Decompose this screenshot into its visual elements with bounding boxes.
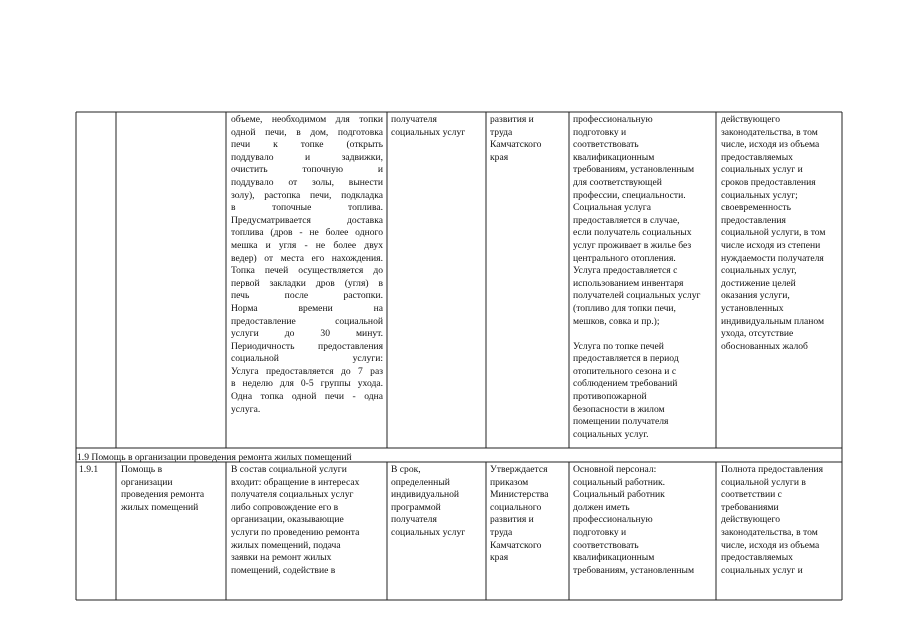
cell-text-line: мешков, совка и пр.); — [573, 315, 660, 327]
cell-text-line: установленных — [721, 302, 784, 314]
cell-text-line: ведер) от места его нахождения. — [231, 252, 383, 264]
cell-text-line: программой — [391, 501, 441, 513]
cell-text-line: отопительного сезона и с — [573, 365, 677, 377]
cell-text-line: проведения ремонта — [121, 489, 205, 501]
cell-text-line: приказом — [490, 476, 529, 488]
cell-text-line: мешка и угля - не более двух — [231, 239, 383, 251]
cell-text-line: предоставление социальной — [231, 315, 383, 327]
cell-text-line: должен иметь — [573, 501, 630, 513]
cell-text-line: требованиям, установленным — [573, 564, 695, 576]
quality-indicators-lines — [721, 114, 839, 353]
cell-text-line: безопасности в жилом — [573, 403, 665, 415]
cell-text-line: получателя — [391, 514, 437, 526]
cell-text-line: квалификационным — [573, 151, 655, 163]
cell-text-line: определенный — [391, 476, 450, 488]
quality-indicators-cell — [721, 114, 839, 353]
service-name-cell — [121, 464, 223, 514]
service-term-cell — [391, 114, 483, 139]
cell-text-line: соответствовать — [573, 539, 639, 551]
conditions-lines — [573, 114, 713, 441]
service-description-lines — [231, 114, 383, 416]
row-conditions-lines — [573, 464, 713, 577]
cell-text-line: (топливо для топки печи, — [573, 302, 676, 314]
cell-text-line: Услуга предоставляется до 7 раз — [231, 365, 383, 377]
cell-text-line: Помощь в — [121, 464, 163, 475]
cell-text-line: услуги по проведению ремонта — [231, 526, 360, 538]
cell-text-line: соответствовать — [573, 139, 639, 151]
cell-text-line: поддувало и задвижки, — [231, 151, 383, 163]
cell-text-line: 1.9.1 — [79, 464, 99, 475]
cell-text-line: очистить топочную и — [231, 164, 383, 176]
cell-text-line: топлива (дров - не более одного — [231, 227, 383, 239]
cell-text-line: помещений, содействие в — [231, 564, 336, 576]
cell-text-line: социальных услуг и — [721, 564, 803, 576]
cell-text-line: социальных услуг — [391, 526, 466, 538]
cell-text-line: оказания услуги, — [721, 290, 790, 302]
cell-text-line: Социальный работник — [573, 489, 665, 501]
cell-text-line: достижение целей — [721, 277, 796, 289]
cell-text-line: своевременность — [721, 202, 791, 214]
cell-text-line: Предусматривается доставка — [231, 214, 383, 226]
cell-text-line: требованиями — [721, 501, 779, 513]
cell-text-line: числе, исходя из объема — [721, 139, 820, 151]
row-conditions-cell — [573, 464, 713, 577]
cell-text-line: края — [490, 151, 509, 163]
cell-text-line: объеме, необходимом для топки — [231, 114, 383, 125]
row-quality-cell — [721, 464, 839, 577]
cell-text-line: числе, исходя из объема — [721, 539, 820, 551]
cell-text-line: труда — [490, 526, 513, 538]
cell-text-line: Одна топка одной печи - одна — [231, 391, 383, 403]
row-tariff-cell — [490, 464, 566, 565]
cell-text-line: предоставляемых — [721, 151, 793, 163]
cell-text-line: жилых помещений — [121, 501, 199, 513]
cell-text-line: одной печи, в дом, подготовка — [231, 126, 383, 138]
cell-text-line: социальных услуг; — [721, 189, 798, 201]
cell-text-line: для соответствующей — [573, 176, 662, 188]
cell-text-line: центрального отопления. — [573, 252, 676, 264]
cell-text-line: социальных услуг и — [721, 164, 803, 176]
cell-text-line: индивидуальным планом — [721, 315, 825, 327]
conditions-cell — [573, 114, 713, 441]
cell-text-line: сроков предоставления — [721, 176, 816, 188]
cell-text-line: обоснованных жалоб — [721, 340, 808, 352]
cell-text-line: Услуга предоставляется с — [573, 265, 678, 277]
cell-text-line: организации — [121, 476, 173, 488]
cell-text-line — [573, 328, 713, 341]
service-description-cell — [231, 114, 383, 416]
cell-text-line: Основной персонал: — [573, 464, 657, 475]
row-quality-lines — [721, 464, 839, 577]
cell-text-line: Услуга по топке печей — [573, 340, 664, 352]
cell-text-line: входит: обращение в интересах — [231, 476, 360, 488]
cell-text-line: услуги до 30 минут. — [231, 328, 383, 340]
cell-text-line: действующего — [721, 114, 781, 125]
cell-text-line: законодательства, в том — [721, 526, 818, 538]
cell-text-line: подготовку и — [573, 526, 627, 538]
cell-text-line: подготовку и — [573, 126, 627, 138]
cell-text-line: развития и — [490, 514, 534, 526]
cell-text-line: в неделю для 0-5 группы ухода. — [231, 378, 383, 390]
cell-text-line: социальной услуги: — [231, 353, 383, 365]
cell-text-line: В состав социальной услуги — [231, 464, 347, 475]
cell-text-line: печи к топке (открыть — [231, 139, 383, 151]
cell-text-line: Периодичность предоставления — [231, 340, 383, 352]
cell-text-line: труда — [490, 126, 513, 138]
cell-text-line: Норма времени на — [231, 302, 383, 314]
cell-text-line: законодательства, в том — [721, 126, 818, 138]
cell-text-line: жилых помещений, подача — [231, 539, 341, 551]
cell-text-line: социальной услуги в — [721, 476, 806, 488]
cell-text-line: Утверждается — [490, 464, 548, 475]
cell-text-line: либо сопровождение его в — [231, 501, 339, 513]
cell-text-line: печь после растопки. — [231, 290, 383, 302]
cell-text-line: нуждаемости получателя — [721, 252, 824, 264]
cell-text-line: соблюдением требований — [573, 378, 678, 390]
cell-text-line: социальный работник. — [573, 476, 666, 488]
cell-text-line: индивидуальной — [391, 489, 460, 501]
row-term-cell — [391, 464, 483, 540]
cell-text-line: края — [490, 552, 509, 564]
cell-text-line: квалификационным — [573, 552, 655, 564]
tariff-approval-lines — [490, 114, 566, 164]
cell-text-line: социальных услуг — [391, 126, 466, 138]
row-number-cell — [79, 464, 113, 477]
cell-text-line: помещении получателя — [573, 416, 669, 428]
cell-text-line: В срок, — [391, 464, 421, 475]
cell-text-line: Топка печей осуществляется до — [231, 265, 383, 277]
cell-text-line: получателей социальных услуг — [573, 290, 701, 302]
row-term-lines — [391, 464, 483, 540]
cell-text-line: услуга. — [231, 403, 261, 415]
cell-text-line: Полнота предоставления — [721, 464, 824, 475]
cell-text-line: если получатель социальных — [573, 227, 692, 239]
cell-text-line: Камчатского — [490, 139, 542, 151]
cell-text-line: получателя — [391, 114, 437, 125]
row-tariff-lines — [490, 464, 566, 565]
cell-text-line: предоставляемых — [721, 552, 793, 564]
cell-text-line: действующего — [721, 514, 781, 526]
cell-text-line: профессии, специальности. — [573, 189, 686, 201]
cell-text-line: профессиональную — [573, 114, 653, 125]
cell-text-line: социального — [490, 501, 542, 513]
cell-text-line: социальных услуг, — [721, 265, 797, 277]
row-description-cell — [231, 464, 383, 577]
cell-text-line: получателя социальных услуг — [231, 489, 354, 501]
cell-text-line: Камчатского — [490, 539, 542, 551]
cell-text-line: социальной услуги, в том — [721, 227, 826, 239]
cell-text-line: соответствии с — [721, 489, 782, 501]
cell-text-line: Социальная услуга — [573, 202, 652, 214]
cell-text-line: использованием инвентаря — [573, 277, 684, 289]
cell-text-line: предоставляется в период — [573, 353, 679, 365]
cell-text-line: в топочные топлива. — [231, 202, 383, 214]
cell-text-line: предоставления — [721, 214, 786, 226]
cell-text-line: предоставляется в случае, — [573, 214, 680, 226]
row-description-lines — [231, 464, 383, 577]
service-term-lines — [391, 114, 483, 139]
cell-text-line: поддувало от золы, вынести — [231, 176, 383, 188]
cell-text-line: числе исходя из степени — [721, 239, 821, 251]
cell-text-line: первой закладки дров (угля) в — [231, 277, 383, 289]
cell-text-line: Министерства — [490, 489, 549, 501]
cell-text-line: заявки на ремонт жилых — [231, 552, 332, 564]
row-number-lines — [79, 464, 113, 477]
cell-text-line: требованиям, установленным — [573, 164, 695, 176]
cell-text-line: социальных услуг. — [573, 428, 649, 440]
cell-text-line: развития и — [490, 114, 534, 125]
cell-text-line: противопожарной — [573, 391, 647, 403]
section-title: 1.9 Помощь в организации проведения ремонта жилых помещений — [77, 452, 352, 463]
cell-text-line: ухода, отсутствие — [721, 328, 794, 340]
cell-text-line: услуг проживает в жилье без — [573, 239, 692, 251]
cell-text-line: профессиональную — [573, 514, 653, 526]
cell-text-line: организации, оказывающие — [231, 514, 344, 526]
service-name-lines — [121, 464, 223, 514]
cell-text-line: золу), растопка печи, подкладка — [231, 189, 383, 201]
tariff-approval-cell — [490, 114, 566, 164]
